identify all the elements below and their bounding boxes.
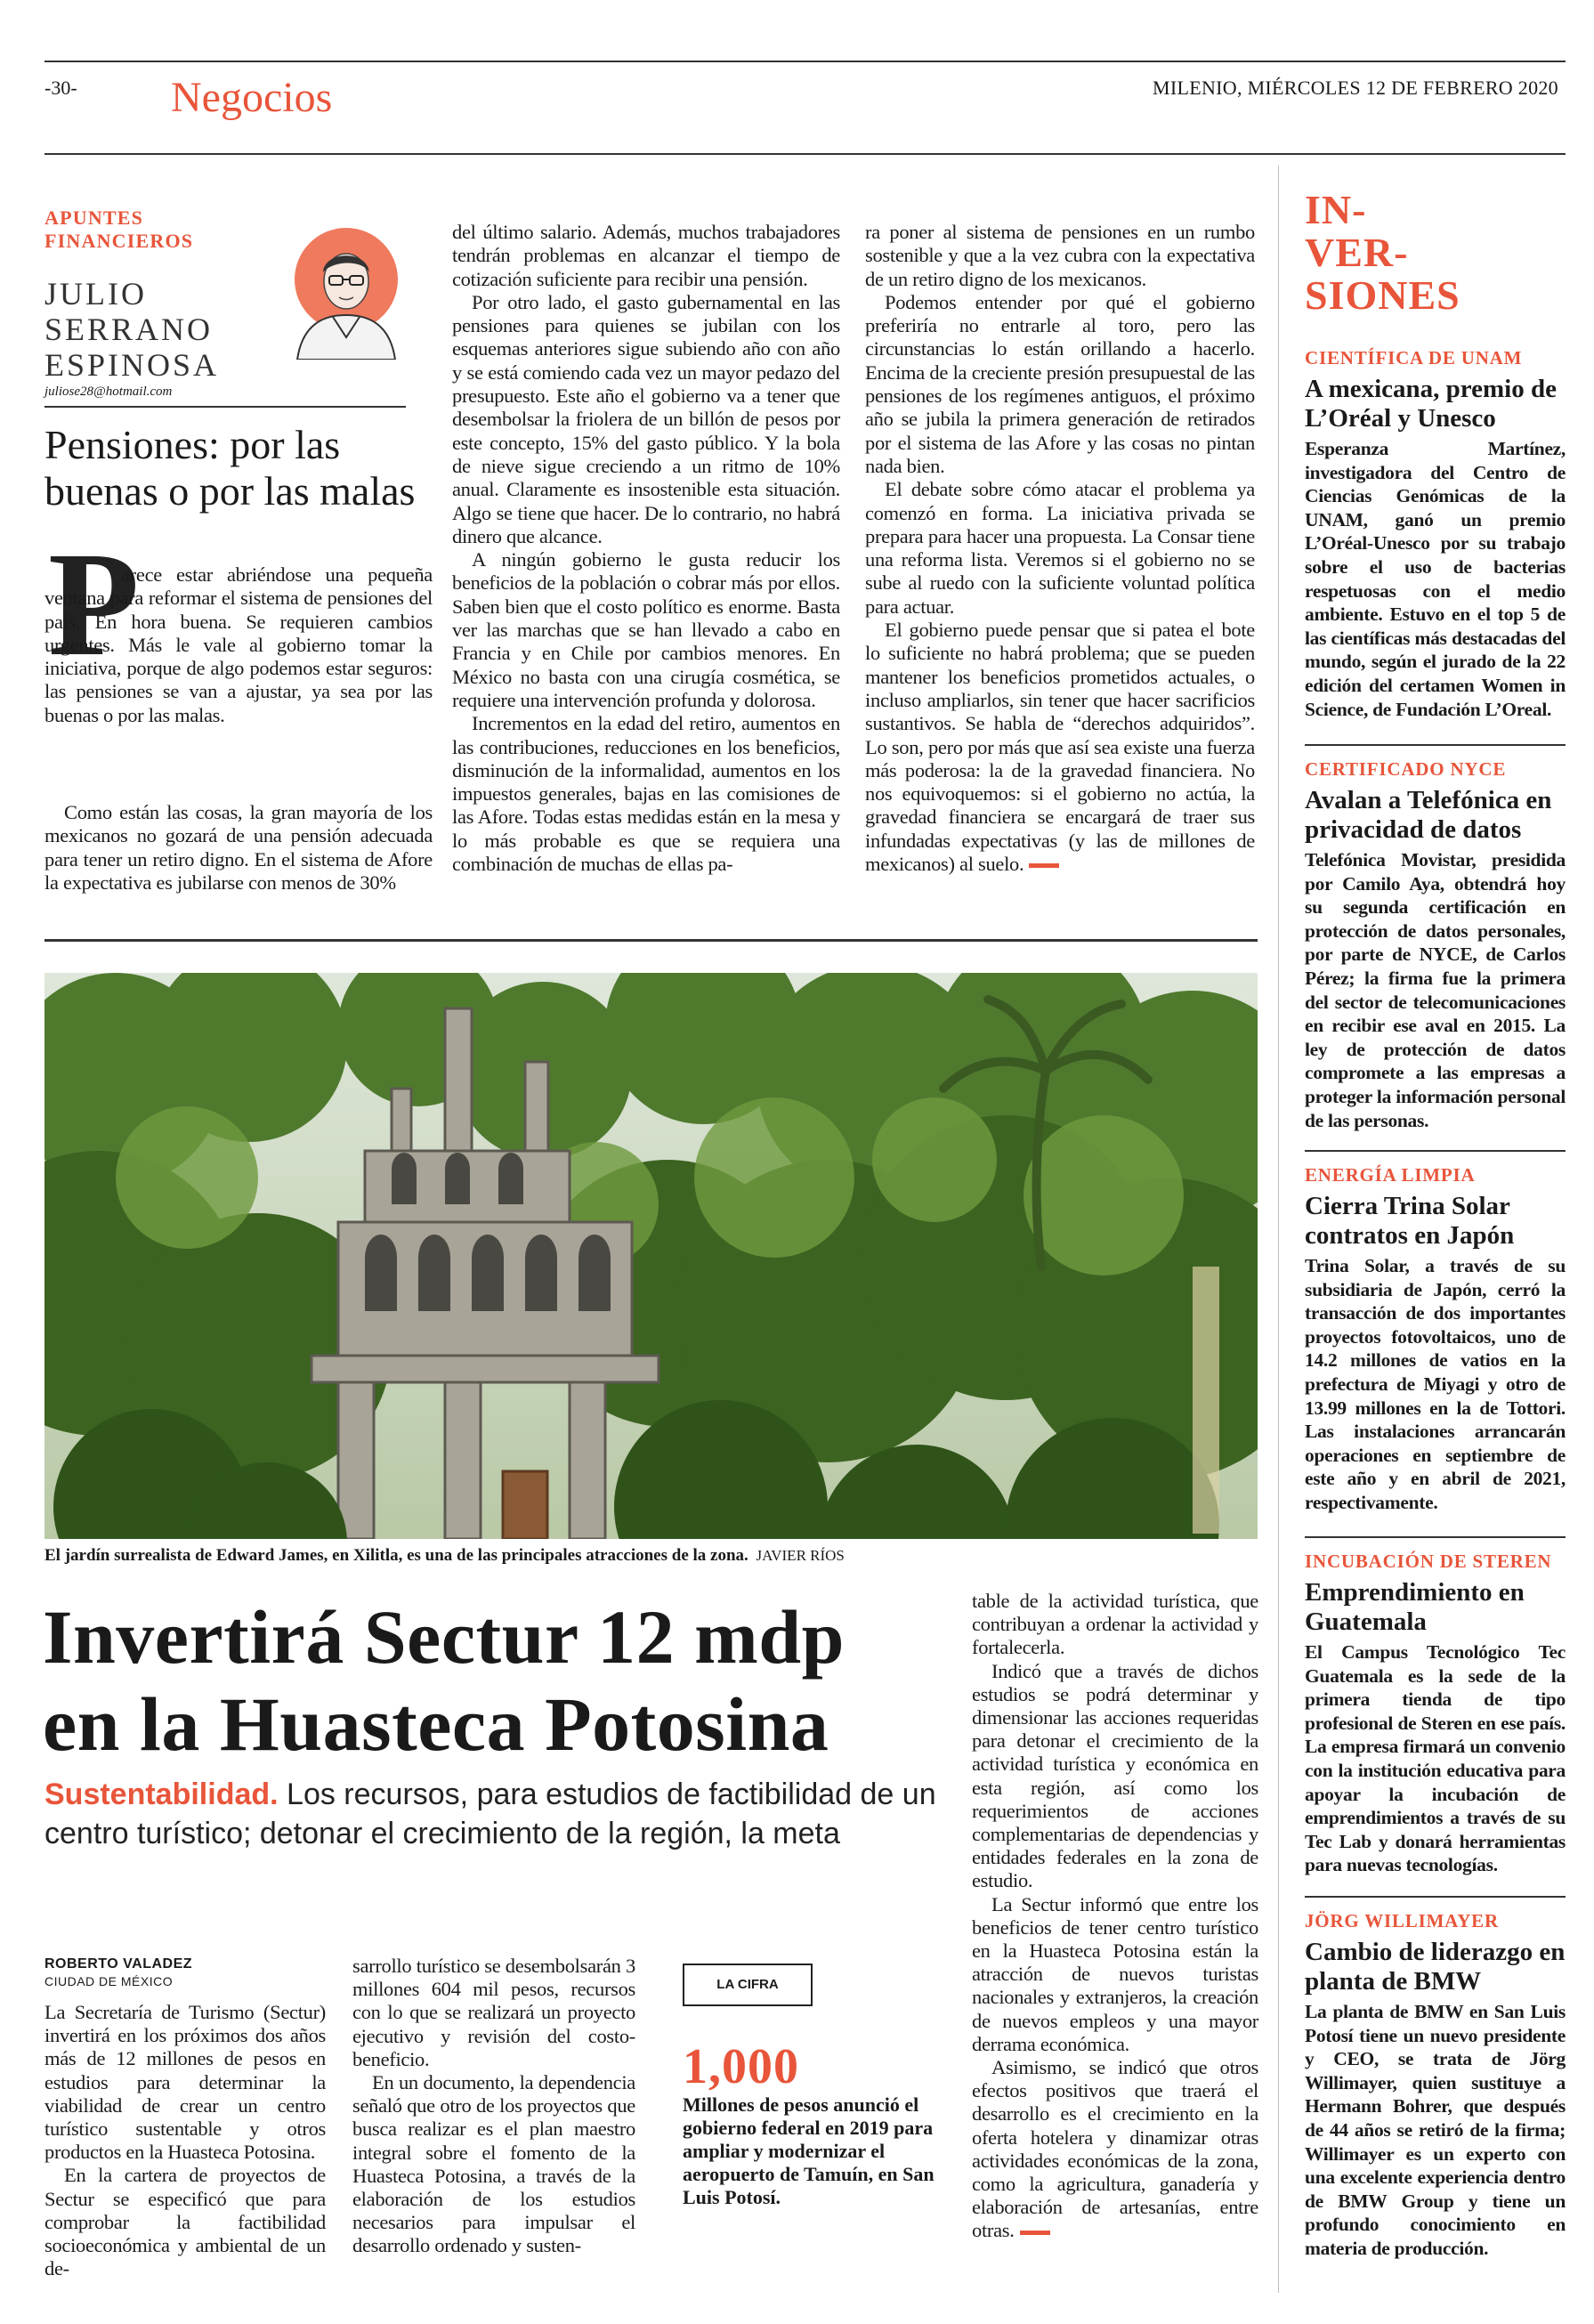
top-rule [45,61,1566,62]
author-line: JULIO [45,276,147,312]
sidebar-body: Trina Solar, a través de su subsidiaria de Japón, cerró la transacción de dos importantes proyectos fotovoltaicos, uno de 14.2 millones de vatios en la prefectura de Miyagi y otro de 13.99 millones en la de Tottori. Las instalaciones arrancarán operaciones en septiembre de este año y en abril de 2021, respectivamente. [1305,1255,1566,1513]
sidebar-separator [1305,744,1566,746]
paragraph: Por otro lado, el gasto gubernamental en las pensiones para quienes se jubilan con los esquemas anteriores sigue subiendo año con año y se está comiendo cada vez un mayor pedazo del presupuesto. Este año el gobierno va a tener que desembolsar la friolera de un billón de pesos por este concepto, 15% del gasto público. Y la bola de nieve sigue creciendo a un ritmo de 10% anual. Claramente es insostenible esta situación. Algo se tiene que hacer. De lo contrario, no habrá dinero que alcance. [452,290,840,547]
column-title-line: buenas o por las malas [45,468,416,514]
sidebar-item [1305,1164,1566,1515]
end-mark [1029,863,1059,868]
page-number: -30- [45,77,77,99]
sidebar-separator [1305,1896,1566,1898]
column-text-col1b [45,801,433,895]
paragraph: Podemos entender por qué el gobierno preferiría no entrarle al toro, pero las circunstancias lo están orillando a hacerlo. Encima de la creciente presión presupuestal de las pensiones de los regímenes antiguos, el próximo año se jubila la primera generación de retirados por el sistema de las Afore y las cosas no pintan nada bien. [865,290,1255,477]
dateline: MILENIO, MIÉRCOLES 12 DE FEBRERO 2020 [1153,77,1558,99]
author-rule [45,406,406,408]
dateline-place: CIUDAD DE MÉXICO [45,1974,174,1988]
author-line: SERRANO [45,312,214,347]
sidebar-item [1305,758,1566,1132]
paragraph: del último salario. Además, muchos trabajadores tendrán problemas en alcanzar el tiempo de cotización suficiente para recibir una pensión. [452,221,840,290]
header-rule [45,153,1566,155]
end-mark [1020,2231,1050,2235]
sidebar-headline: Emprendimiento en Guatemala [1305,1578,1525,1636]
paragraph: El debate sobre cómo atacar el problema ya comenzó en forma. La iniciativa privada se prepara para hacer una propuesta. La Consar tiene una reforma lista. Veremos si el gobierno no se sube al ruedo con la suficiente voluntad política para actuar. [865,478,1255,618]
paragraph-text: arece estar abriéndose una pequeña ventana para reformar el sistema de pensiones del país. En hora buena. Se requieren cambios urgentes. Más le vale al gobierno tomar la iniciativa, porque de algo podemos estar seguros: las pensiones se van a ajustar, ya sea por las buenas o por las malas. [45,563,433,726]
column-title-line: Pensiones: por las [45,422,341,467]
paragraph: Indicó que a través de dichos estudios se podrá determinar y dimensionar las acciones requeridas para detonar el crecimiento de la actividad turística y económica en esta región, así como los requerimientos de acciones complementarias de dependencias y entidades federales en la zona de estudio. [972,1659,1258,1892]
paragraph [865,619,1255,876]
paragraph-text: Asimismo, se indicó que otros efectos positivos que traerá el desarrollo es el crecimiento en la oferta hotelera y dinamizar otras actividades económicas de la zona, como la agricultura, ganadería y elaboración de artesanías, entre otras. [972,2056,1258,2242]
sidebar-title [1305,189,1460,317]
sidebar-item [1305,347,1566,721]
sidebar-kicker: INCUBACIÓN DE STEREN [1305,1551,1552,1572]
paragraph: ra poner al sistema de pensiones en un rumbo sostenible y que a la vez cubra con la expectativa de un retiro digno de los mexicanos. [865,221,1255,290]
sidebar-body: Esperanza Martínez, investigadora del Centro de Ciencias Genómicas de la UNAM, ganó un premio L’Oréal-Unesco por su trabajo sobre el uso de bacterias respetuosas con el medio ambiente. Estuvo en el top 5 de las científicas más destacadas del mundo, según el jurado de la 22 edición del certamen Women in Science, de Fundación L’Oreal. [1305,438,1566,720]
paragraph: En un documento, la dependencia señaló que otro de los proyectos que busca realizar es el plan maestro integral sobre el fomento de la Huasteca Potosina, a través de la elaboración de los estudios necesarios para impulsar el desarrollo ordenado y susten- [352,2071,635,2257]
sidebar-kicker: ENERGÍA LIMPIA [1305,1164,1476,1186]
headline-line: en la Huasteca Potosina [43,1681,829,1767]
story-deck [45,1775,943,1853]
paragraph: sarrollo turístico se desembolsarán 3 millones 604 mil pesos, recursos con lo que se realizará un proyecto ejecutivo y revisión del costo-beneficio. [352,1955,635,2070]
column-title [45,422,415,514]
paragraph [972,2056,1258,2243]
la-cifra-label: LA CIFRA [683,1964,813,2006]
cifra-text: Millones de pesos anunció el gobierno federal en 2019 para ampliar y modernizar el aeropuerto de Tamuín, en San Luis Potosí. [683,2093,935,2208]
paragraph: A ningún gobierno le gusta reducir los beneficios de la población o cobrar más por ellos. Saben bien que el costo político es enorme. Basta ver las marchas que se han llevado a cabo en Francia y en Chile por cambios menores. En México no basta con una cirugía cosmética, se requiere una intervención profunda y dolorosa. [452,548,840,711]
paragraph-text: El gobierno puede pensar que si patea el bote lo suficiente no habrá problema; que se pueden mantener los beneficios prometidos actuales, o incluso ampliarlos, sin tener que hacer sacrificios sustantivos. Se habla de “derechos adquiridos”. Lo son, pero por más que así sea existe una fuerza más poderosa: la de la gravedad financiera. No nos equivoquemos: si el gobierno no actúa, la gravedad financiera se encargará de traer sus infundadas expectativas (y las de millones de mexicanos) al suelo. [865,619,1255,876]
section-title: Negocios [171,74,333,121]
drop-cap: P [48,522,140,687]
photo-caption [45,1546,845,1566]
sidebar-headline: Cierra Trina Solar contratos en Japón [1305,1192,1515,1250]
sidebar-body: Telefónica Movistar, presidida por Camilo Aya, obtendrá hoy su segunda certificación en protección de datos personales, por parte de NYCE, de Carlos Pérez; la firma fue la primera del sector de telecomunicaciones en recibir ese aval en 2015. La ley de protección de datos compromete a las empresas a proteger la información personal de las personas. [1305,849,1566,1131]
paragraph: La Secretaría de Turismo (Sectur) invertirá en los próximos dos años más de 12 millones de pesos en estudios para determinar la viabilidad de crear un centro turístico sustentable y otros productos en la Huasteca Potosina. [45,2001,326,2164]
sidebar-body: La planta de BMW en San Luis Potosí tiene un nuevo presidente y CEO, se trata de Jörg Willimayer, quien sustituye a Hermann Bohrer, que después de 44 años se retiró de la firma; Willimayer es un experto con una excelente experiencia dentro de BMW Group y tiene un profundo conocimiento en materia de producción. [1305,2001,1566,2259]
story-rule [45,939,1258,942]
story-col4 [972,1590,1258,2243]
author-email: juliose28@hotmail.com [45,385,173,399]
paragraph: En la cartera de proyectos de Sectur se especificó que para comprobar la factibilidad socioeconómica y ambiental de un de- [45,2164,326,2280]
cifra-number: 1,000 [683,2039,799,2094]
paragraph: Incrementos en la edad del retiro, aumentos en las contribuciones, reducciones en los beneficios, disminución de la informalidad, aumentos en los impuestos generales, bajas en las comisiones de las Afore. Todas estas medidas están en la mesa y lo más probable es que se requiera una combinación de muchas de ellas pa- [452,712,840,876]
paragraph: La Sectur informó que entre los beneficios de tener centro turístico en la Huasteca Potosina están la atracción de nuevos turistas nacionales y extranjeros, la creación de nuevos empleos y una mayor derrama económica. [972,1892,1258,2055]
caption-text: El jardín surrealista de Edward James, en Xilitla, es una de las principales atracciones de la zona. [45,1546,748,1565]
byline: ROBERTO VALADEZ [45,1956,193,1972]
sidebar-headline: A mexicana, premio de L’Oréal y Unesco [1305,375,1557,433]
sidebar-separator [1305,1536,1566,1538]
story-headline [43,1593,845,1768]
column-author [45,276,219,383]
sidebar-body: El Campus Tecnológico Tec Guatemala es la sede de la primera tienda de tipo profesional de Steren en ese país. La empresa firmará un convenio con la institución educativa para apoyar la incubación de emprendimientos a través de su Tec Lab y donará herramientas para nuevas tecnologías. [1305,1641,1566,1876]
author-portrait [290,226,402,360]
paragraph [45,563,433,727]
kicker-line: FINANCIEROS [45,230,194,252]
sidebar-headline: Cambio de liderazgo en planta de BMW [1305,1938,1566,1996]
story-col1 [45,2001,326,2280]
sidebar-kicker: CERTIFICADO NYCE [1305,758,1507,780]
deck-lead: Sustentabilidad. [45,1777,279,1811]
sidebar-divider [1278,166,1279,2293]
paragraph: table de la actividad turística, que contribuyan a ordenar la actividad y fortalecerla. [972,1590,1258,1659]
column-text-col1 [45,563,433,727]
paragraph: Como están las cosas, la gran mayoría de los mexicanos no gozará de una pensión adecuada para tener un retiro digno. En el sistema de Afore la expectativa es jubilarse con menos de 30% [45,801,433,894]
sidebar-item [1305,1910,1566,2261]
author-line: ESPINOSA [45,347,220,383]
column-text-col3 [865,221,1255,876]
sidebar-title-line: IN- [1305,187,1367,232]
sidebar-headline: Avalan a Telefónica en privacidad de datos [1305,786,1552,844]
deck-text: Los recursos, para estudios de factibilidad de un centro turístico; detonar el crecimiento de la región, la meta [45,1777,936,1850]
sidebar-title-line: SIONES [1305,272,1460,318]
sidebar-title-line: VER- [1305,230,1409,275]
sidebar-kicker: JÖRG WILLIMAYER [1305,1910,1499,1931]
sidebar-kicker: CIENTÍFICA DE UNAM [1305,347,1523,368]
column-text-col2 [452,221,840,876]
story-col2 [352,1955,635,2258]
story-photo [45,973,1258,1539]
kicker-line: APUNTES [45,206,144,229]
photo-credit: JAVIER RÍOS [756,1547,845,1564]
column-kicker [45,206,193,253]
sidebar-item [1305,1551,1566,1877]
headline-line: Invertirá Sectur 12 mdp [43,1594,845,1680]
sidebar-separator [1305,1150,1566,1152]
